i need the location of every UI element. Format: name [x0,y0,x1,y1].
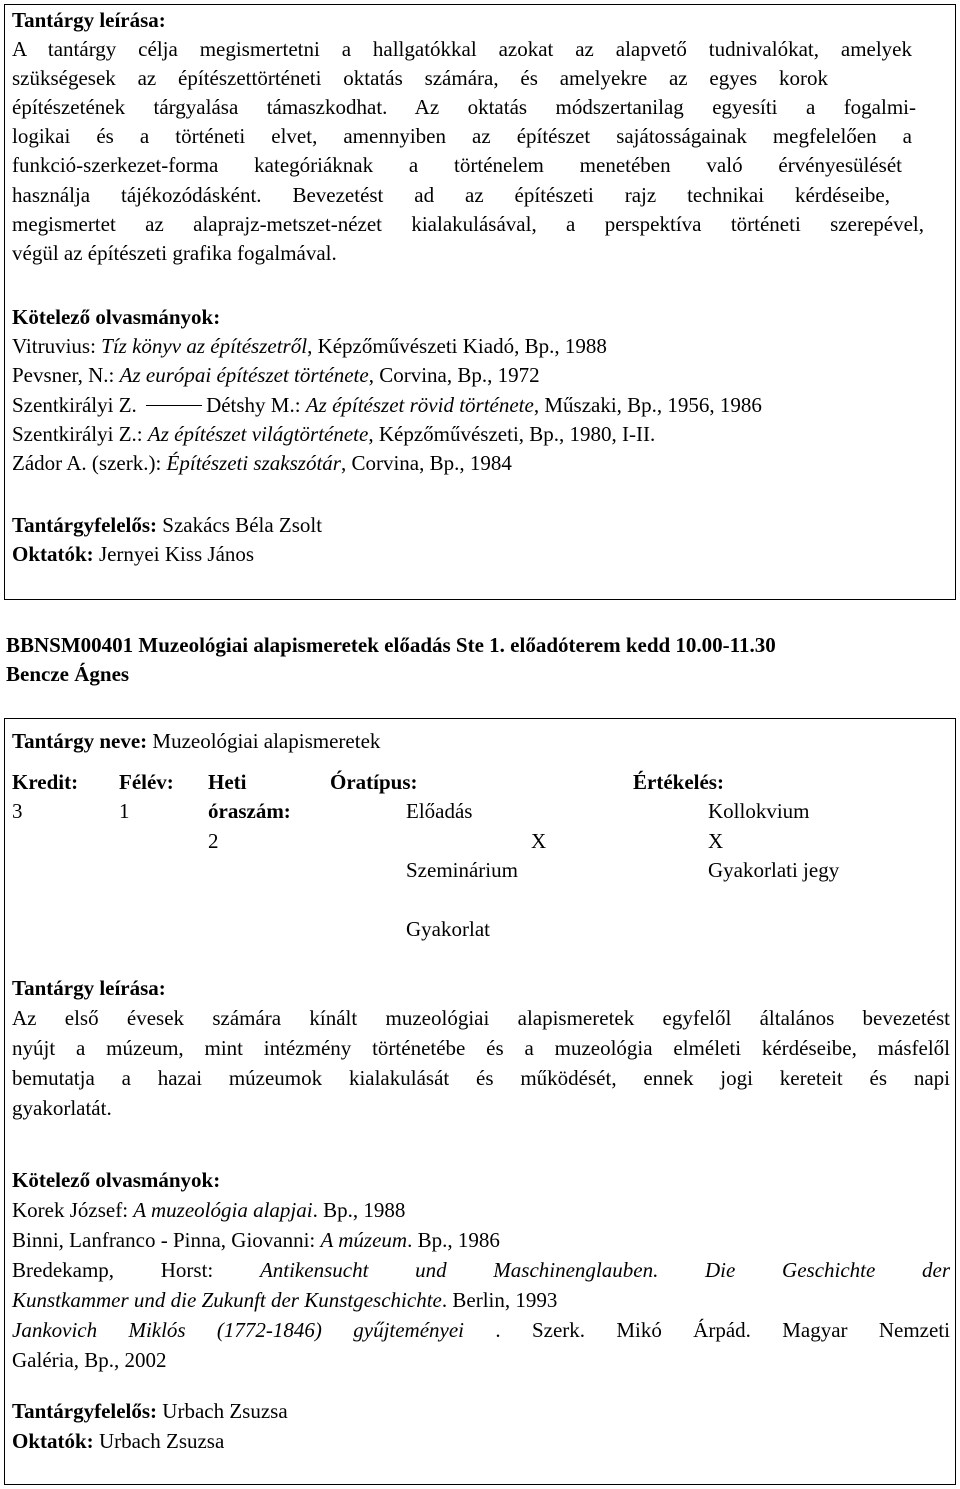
bottom-desc-line: Az első évesek számára kínált muzeológiai alapismeretek egyfelől általános bevezetést [12,1006,950,1030]
bottom-responsible: Tantárgyfelelős: Urbach Zsuzsa [12,1399,288,1423]
em-dash-rule [146,405,202,406]
reading-item: Szentkirályi Z. Détshy M.: Az építészet rövid története, Műszaki, Bp., 1956, 1986 [12,393,762,417]
type-option: Gyakorlat [406,917,490,941]
credit-value: 3 [12,799,23,823]
reading-item: Binni, Lanfranco - Pinna, Giovanni: A múzeum. Bp., 1986 [12,1228,500,1252]
bottom-desc-line: bemutatja a hazai múzeumok kialakulását és működését, ennek jogi kereteit és napi [12,1066,950,1090]
reading-item: Kunstkammer und die Zukunft der Kunstgeschichte. Berlin, 1993 [12,1288,558,1312]
top-readings-heading: Kötelező olvasmányok: [12,305,221,329]
top-desc-line: építészetének tárgyalása támaszkodhat. Az oktatás módszertanilag egyesíti a fogalmi- [12,95,916,119]
course-name: Tantárgy neve: Muzeológiai alapismeretek [12,729,381,753]
reading-item: Galéria, Bp., 2002 [12,1348,167,1372]
top-desc-heading: Tantárgy leírása: [12,8,166,32]
hours-label-line1: Heti [208,770,247,794]
type-option: Szeminárium [406,858,518,882]
semester-value: 1 [119,799,130,823]
reading-item: Bredekamp, Horst: Antikensucht und Maschinenglauben. Die Geschichte der [12,1258,951,1282]
top-desc-line: megismertet az alaprajz-metszet-nézet kialakulásával, a perspektíva történeti szerepével, [12,212,924,236]
bottom-desc-heading: Tantárgy leírása: [12,976,166,1000]
top-desc-line: A tantárgy célja megismertetni a hallgatókkal azokat az alapvető tudnivalókat, amelyek [12,37,912,61]
eval-option: Gyakorlati jegy [708,858,840,882]
bottom-desc-line: nyújt a múzeum, mint intézmény történetébe és a muzeológia elméleti kérdéseibe, másfelől [12,1036,950,1060]
top-responsible: Tantárgyfelelős: Szakács Béla Zsolt [12,513,323,537]
top-desc-line: logikai és a történeti elvet, amennyiben az építészet sajátosságainak megfelelően a [12,124,912,148]
top-desc-line: használja tájékozódásként. Bevezetést ad az építészeti rajz technikai kérdéseibe, [12,183,890,207]
top-desc-line: funkció-szerkezet-forma kategóriáknak a történelem menetében való érvényesülését [12,153,902,177]
top-desc-line: szükségesek az építészettörténeti oktatás számára, és amelyekre az egyes korok [12,66,828,90]
reading-item: Vitruvius: Tíz könyv az építészetről, Képzőművészeti Kiadó, Bp., 1988 [12,334,607,358]
course-instructor: Bencze Ágnes [6,662,130,686]
type-option: Előadás [406,799,473,823]
semester-label: Félév: [119,770,174,794]
hours-label-line2: óraszám: [208,799,291,823]
type-label: Óratípus: [330,770,418,794]
eval-option: Kollokvium [708,799,810,823]
type-mark: X [531,829,547,853]
bottom-lecturers: Oktatók: Urbach Zsuzsa [12,1429,225,1453]
reading-item: Szentkirályi Z.: Az építészet világtörténete, Képzőművészeti, Bp., 1980, I-II. [12,422,656,446]
bottom-desc-line: gyakorlatát. [12,1096,112,1120]
eval-label: Értékelés: [633,770,724,794]
top-desc-line: végül az építészeti grafika fogalmával. [12,241,337,265]
reading-item: Jankovich Miklós (1772-1846) gyűjteményei . Szerk. Mikó Árpád. Magyar Nemzeti [12,1318,950,1342]
reading-item: Pevsner, N.: Az európai építészet története, Corvina, Bp., 1972 [12,363,540,387]
course-code-line: BBNSM00401 Muzeológiai alapismeretek előadás Ste 1. előadóterem kedd 10.00-11.30 [6,633,776,657]
hours-value: 2 [208,829,219,853]
reading-item: Korek József: A muzeológia alapjai. Bp., 1988 [12,1198,406,1222]
reading-item: Zádor A. (szerk.): Építészeti szakszótár, Corvina, Bp., 1984 [12,451,512,475]
bottom-readings-heading: Kötelező olvasmányok: [12,1168,221,1192]
credit-label: Kredit: [12,770,79,794]
top-lecturers: Oktatók: Jernyei Kiss János [12,542,255,566]
eval-mark: X [708,829,724,853]
